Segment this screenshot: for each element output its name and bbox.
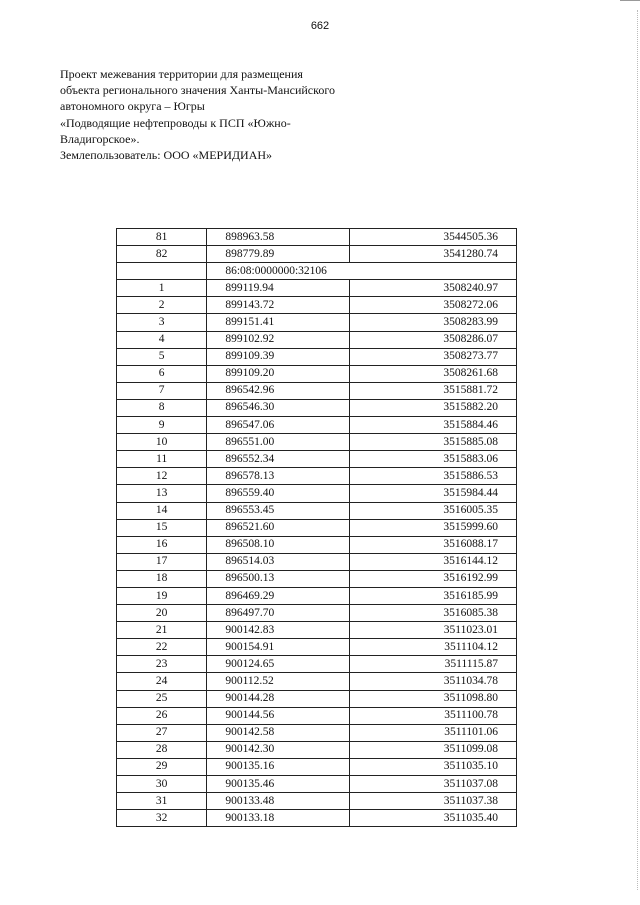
point-number-cell: 22: [117, 639, 207, 656]
table-row: [117, 502, 517, 519]
y-coordinate-cell: 3515882.20: [349, 399, 516, 416]
point-number-cell: 2: [117, 297, 207, 314]
x-coordinate-cell: 900142.58: [207, 724, 350, 741]
point-number-cell: 24: [117, 673, 207, 690]
table-row: [117, 793, 517, 810]
x-coordinate-cell: 900154.91: [207, 639, 350, 656]
x-coordinate-cell: 896514.03: [207, 553, 350, 570]
y-coordinate-cell: 3515999.60: [349, 519, 516, 536]
y-coordinate-cell: 3508261.68: [349, 365, 516, 382]
table-row: [117, 810, 517, 827]
y-coordinate-cell: 3515883.06: [349, 451, 516, 468]
table-row: [117, 331, 517, 348]
point-number-cell: 4: [117, 331, 207, 348]
y-coordinate-cell: 3511104.12: [349, 639, 516, 656]
header-line: Владигорское».: [60, 131, 140, 146]
y-coordinate-cell: 3515885.08: [349, 434, 516, 451]
x-coordinate-cell: 896547.06: [207, 417, 350, 434]
point-number-cell: 82: [117, 246, 207, 263]
table-row: [117, 468, 517, 485]
y-coordinate-cell: 3544505.36: [349, 229, 516, 246]
table-row: [117, 519, 517, 536]
y-coordinate-cell: 3511023.01: [349, 622, 516, 639]
y-coordinate-cell: 3511035.40: [349, 810, 516, 827]
x-coordinate-cell: 900133.48: [207, 793, 350, 810]
table-row: [117, 605, 517, 622]
document-header: [60, 66, 360, 163]
y-coordinate-cell: 3515881.72: [349, 382, 516, 399]
x-coordinate-cell: 899143.72: [207, 297, 350, 314]
header-line: Землепользователь: ООО «МЕРИДИАН»: [60, 148, 273, 163]
y-coordinate-cell: 3515984.44: [349, 485, 516, 502]
point-number-cell: 6: [117, 365, 207, 382]
x-coordinate-cell: 896559.40: [207, 485, 350, 502]
table-row: [117, 724, 517, 741]
y-coordinate-cell: 3511100.78: [349, 707, 516, 724]
x-coordinate-cell: 900142.83: [207, 622, 350, 639]
point-number-cell: 3: [117, 314, 207, 331]
table-row: [117, 451, 517, 468]
y-coordinate-cell: 3516005.35: [349, 502, 516, 519]
x-coordinate-cell: 899109.20: [207, 365, 350, 382]
y-coordinate-cell: 3511037.08: [349, 776, 516, 793]
x-coordinate-cell: 896497.70: [207, 605, 350, 622]
y-coordinate-cell: 3511101.06: [349, 724, 516, 741]
x-coordinate-cell: 898779.89: [207, 246, 350, 263]
x-coordinate-cell: 896521.60: [207, 519, 350, 536]
table-row: [117, 399, 517, 416]
table-row: [117, 314, 517, 331]
table-row: [117, 382, 517, 399]
point-number-cell: 21: [117, 622, 207, 639]
table-row: [117, 297, 517, 314]
point-number-cell: 14: [117, 502, 207, 519]
x-coordinate-cell: 896578.13: [207, 468, 350, 485]
y-coordinate-cell: 3516144.12: [349, 553, 516, 570]
header-line: «Подводящие нефтепроводы к ПСП «Южно-: [60, 115, 291, 130]
y-coordinate-cell: 3511115.87: [349, 656, 516, 673]
corner-mark: [620, 0, 640, 2]
y-coordinate-cell: 3511037.38: [349, 793, 516, 810]
point-number-cell: 26: [117, 707, 207, 724]
table-row: [117, 673, 517, 690]
y-coordinate-cell: 3516088.17: [349, 536, 516, 553]
table-row: [117, 741, 517, 758]
point-number-cell: 10: [117, 434, 207, 451]
table-row: [117, 570, 517, 587]
x-coordinate-cell: 900133.18: [207, 810, 350, 827]
y-coordinate-cell: 3511035.10: [349, 758, 516, 775]
header-line: объекта регионального значения Ханты-Мансийского: [60, 83, 335, 98]
x-coordinate-cell: 899109.39: [207, 348, 350, 365]
table-row: [117, 587, 517, 604]
x-coordinate-cell: 900124.65: [207, 656, 350, 673]
point-number-cell: 18: [117, 570, 207, 587]
point-number-cell: 20: [117, 605, 207, 622]
table-row: [117, 434, 517, 451]
table-row: [117, 280, 517, 297]
table-row: [117, 536, 517, 553]
parcel-row: [117, 263, 517, 280]
point-number-cell: 27: [117, 724, 207, 741]
y-coordinate-cell: 3515884.46: [349, 417, 516, 434]
point-number-cell: 31: [117, 793, 207, 810]
point-number-cell: 5: [117, 348, 207, 365]
y-coordinate-cell: 3508240.97: [349, 280, 516, 297]
point-number-cell: 81: [117, 229, 207, 246]
table-row: [117, 622, 517, 639]
point-number-cell: 29: [117, 758, 207, 775]
point-number-cell: 7: [117, 382, 207, 399]
x-coordinate-cell: 900135.16: [207, 758, 350, 775]
point-number-cell: 13: [117, 485, 207, 502]
point-number-cell: 16: [117, 536, 207, 553]
point-number-cell: 11: [117, 451, 207, 468]
table-row: [117, 365, 517, 382]
point-number-cell: 15: [117, 519, 207, 536]
x-coordinate-cell: 896553.45: [207, 502, 350, 519]
y-coordinate-cell: 3508283.99: [349, 314, 516, 331]
table-row: [117, 417, 517, 434]
table-row: [117, 690, 517, 707]
y-coordinate-cell: 3515886.53: [349, 468, 516, 485]
table-row: [117, 553, 517, 570]
x-coordinate-cell: 898963.58: [207, 229, 350, 246]
x-coordinate-cell: 900112.52: [207, 673, 350, 690]
y-coordinate-cell: 3508273.77: [349, 348, 516, 365]
point-number-cell: 1: [117, 280, 207, 297]
point-number-cell: 30: [117, 776, 207, 793]
point-number-cell: 28: [117, 741, 207, 758]
x-coordinate-cell: 900135.46: [207, 776, 350, 793]
header-line: автономного округа – Югры: [60, 99, 205, 114]
y-coordinate-cell: 3511099.08: [349, 741, 516, 758]
point-number-cell: 19: [117, 587, 207, 604]
table-row: [117, 348, 517, 365]
y-coordinate-cell: 3511098.80: [349, 690, 516, 707]
x-coordinate-cell: 896469.29: [207, 587, 350, 604]
y-coordinate-cell: 3516192.99: [349, 570, 516, 587]
scan-edge: [636, 10, 638, 890]
point-number-cell: 17: [117, 553, 207, 570]
x-coordinate-cell: 896551.00: [207, 434, 350, 451]
y-coordinate-cell: 3516185.99: [349, 587, 516, 604]
point-number-cell: 9: [117, 417, 207, 434]
y-coordinate-cell: 3541280.74: [349, 246, 516, 263]
table-row: [117, 656, 517, 673]
table-row: [117, 229, 517, 246]
table-row: [117, 485, 517, 502]
y-coordinate-cell: 3508286.07: [349, 331, 516, 348]
table-row: [117, 758, 517, 775]
y-coordinate-cell: 3508272.06: [349, 297, 516, 314]
empty-cell: [117, 263, 207, 280]
x-coordinate-cell: 899102.92: [207, 331, 350, 348]
x-coordinate-cell: 896500.13: [207, 570, 350, 587]
parcel-id-cell: 86:08:0000000:32106: [207, 263, 517, 280]
table-row: [117, 707, 517, 724]
point-number-cell: 8: [117, 399, 207, 416]
x-coordinate-cell: 900144.56: [207, 707, 350, 724]
x-coordinate-cell: 899119.94: [207, 280, 350, 297]
table-row: [117, 246, 517, 263]
table-row: [117, 639, 517, 656]
point-number-cell: 12: [117, 468, 207, 485]
x-coordinate-cell: 900142.30: [207, 741, 350, 758]
point-number-cell: 32: [117, 810, 207, 827]
point-number-cell: 23: [117, 656, 207, 673]
x-coordinate-cell: 896546.30: [207, 399, 350, 416]
point-number-cell: 25: [117, 690, 207, 707]
x-coordinate-cell: 896508.10: [207, 536, 350, 553]
y-coordinate-cell: 3511034.78: [349, 673, 516, 690]
header-line: Проект межевания территории для размещения: [60, 67, 303, 81]
x-coordinate-cell: 899151.41: [207, 314, 350, 331]
table-row: [117, 776, 517, 793]
coordinates-table: [116, 228, 517, 827]
x-coordinate-cell: 896542.96: [207, 382, 350, 399]
x-coordinate-cell: 896552.34: [207, 451, 350, 468]
page-number: 662: [310, 20, 330, 32]
x-coordinate-cell: 900144.28: [207, 690, 350, 707]
y-coordinate-cell: 3516085.38: [349, 605, 516, 622]
